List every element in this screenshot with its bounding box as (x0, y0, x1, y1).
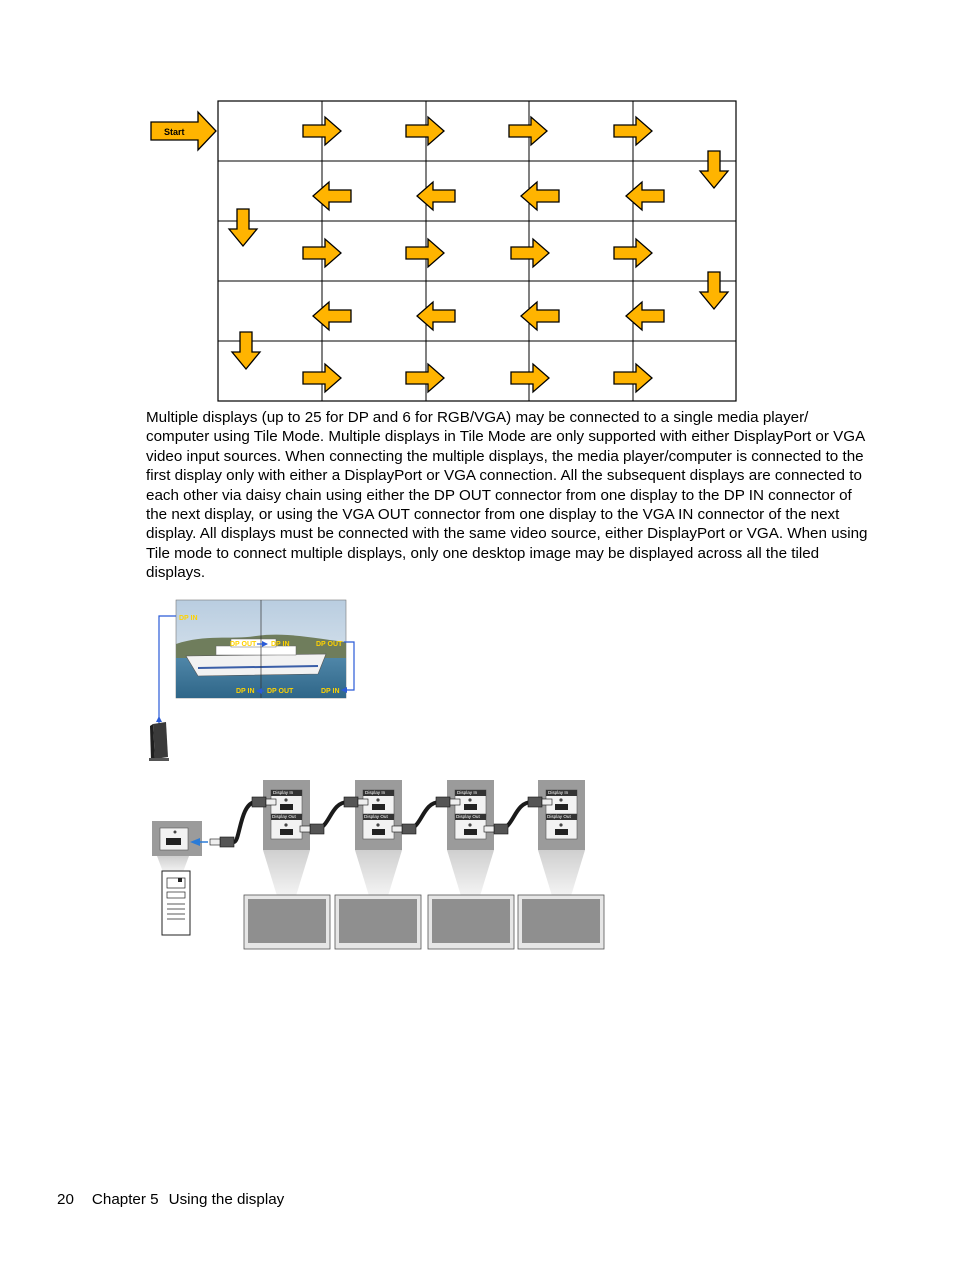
label-dp-out-a: DP OUT (230, 641, 257, 648)
label-dp-in-a: DP IN (271, 641, 290, 648)
projection-beams (157, 850, 585, 896)
body-paragraph: Multiple displays (up to 25 for DP and 6 for RGB/VGA) may be connected to a single media player/ computer using Tile Mode. Multiple displays in Tile Mode are only supported with either DisplayPort or VGA video input sources. When connecting the multiple displays, the media player/computer is connected to the first display only with either a DisplayPort or VGA connection. All the subsequent displays are connected to each other via daisy chain using either the DP OUT connector from one display to the DP IN connector of the next display, or using the VGA OUT connector from one display to the VGA IN connector of the next display. All displays must be connected with the same video source, either DisplayPort or VGA. When using Tile mode to connect multiple displays, only one desktop image may be displayed across all the tiled displays. (146, 409, 868, 582)
label-dp-in-right: DP IN (321, 688, 340, 695)
panel-4-in-label: Display In (548, 790, 569, 795)
pc-tower-icon (162, 871, 190, 935)
panel-2-out-label: Display Out (364, 814, 388, 819)
panel-3-in-label: Display In (457, 790, 478, 795)
label-dp-out-c: DP OUT (267, 688, 294, 695)
label-dp-in-bottom-left: DP IN (236, 688, 255, 695)
up-arrow-icon (156, 716, 162, 722)
page-footer (57, 1191, 284, 1208)
label-dp-out-b: DP OUT (316, 641, 343, 648)
tile-mode-diagram (148, 98, 740, 404)
source-port-panel (152, 821, 202, 856)
page-number: 20 (57, 1191, 74, 1208)
monitor-1 (244, 895, 330, 949)
chapter-title: Using the display (168, 1191, 285, 1208)
wall-photo-image (176, 600, 346, 698)
chapter-label: Chapter 5 (91, 1191, 159, 1208)
panel-4-out-label: Display Out (547, 814, 571, 819)
video-wall-diagram (136, 596, 366, 768)
panel-2-in-label: Display In (365, 790, 386, 795)
monitor-3 (428, 895, 514, 949)
label-dp-in-top-left: DP IN (179, 615, 198, 622)
panel-1-out-label: Display Out (272, 814, 296, 819)
media-player-icon (149, 722, 169, 761)
grid-frame (218, 101, 736, 401)
panel-1-in-label: Display In (273, 790, 294, 795)
monitor-4 (518, 895, 604, 949)
monitor-2 (335, 895, 421, 949)
daisy-chain-diagram (148, 776, 618, 954)
panel-3-out-label: Display Out (456, 814, 480, 819)
start-label: Start (164, 127, 185, 137)
